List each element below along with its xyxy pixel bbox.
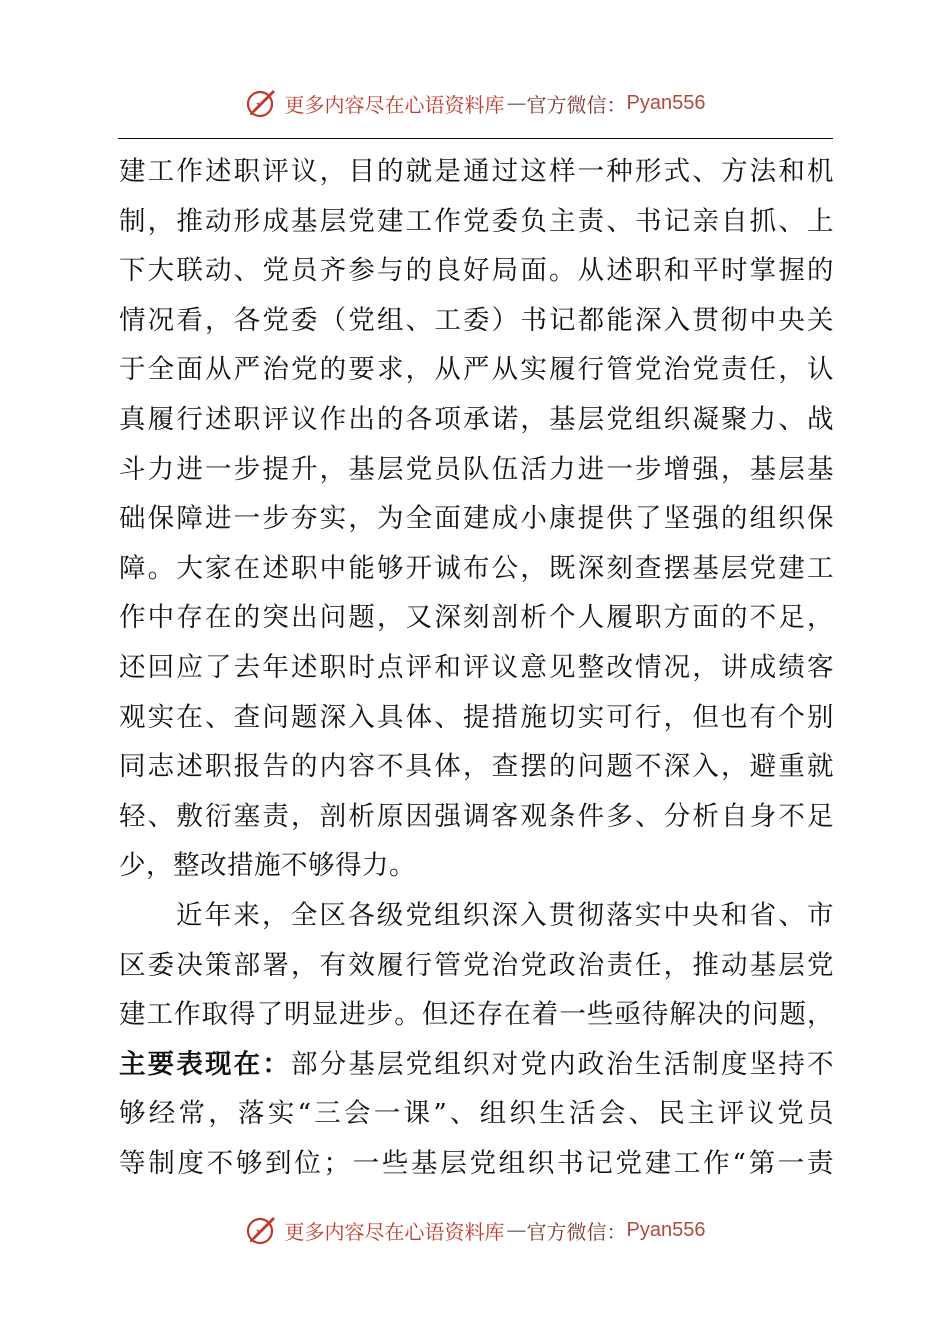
footer-banner (0, 1210, 950, 1250)
text-line: 少，整改措施不够得力。 (119, 850, 416, 882)
text-line: 同志述职报告的内容不具体，查摆的问题不深入，避重就 (119, 751, 834, 783)
text-line: 斗力进一步提升，基层党员队伍活力进一步增强，基层基 (119, 453, 834, 485)
footer-separator: — (506, 1218, 527, 1242)
text-line: 观实在、查问题深入具体、提措施切实可行，但也有个别 (119, 701, 834, 733)
text-line: 等制度不够到位；一些基层党组织书记党建工作“第一责 (119, 1147, 834, 1179)
quill-logo-icon (245, 1213, 279, 1247)
footer-contact-label: 官方微信： (526, 1219, 627, 1244)
text-line: 障。大家在述职中能够开诚布公，既深刻查摆基层党建工 (119, 552, 834, 584)
text-line: 情况看，各党委（党组、工委）书记都能深入贯彻中央关 (119, 304, 834, 336)
bold-lead-phrase: 主要表现在： (119, 1048, 291, 1080)
text-line (119, 1040, 834, 1090)
text-line: 还回应了去年述职时点评和评议意见整改情况，讲成绩客 (119, 651, 834, 683)
text-line: 轻、敷衍塞责，剖析原因强调客观条件多、分析自身不足 (119, 800, 834, 832)
paragraph-1 (119, 147, 834, 891)
text-line: 于全面从严治党的要求，从严从实履行管党治党责任，认 (119, 354, 834, 386)
text-line: 制，推动形成基层党建工作党委负主责、书记亲自抓、上 (119, 205, 834, 237)
text-line: 近年来，全区各级党组织深入贯彻落实中央和省、市 (176, 899, 834, 931)
document-body (119, 147, 834, 1188)
text-line: 作中存在的突出问题，又深刻剖析个人履职方面的不足， (119, 602, 834, 634)
text-line: 建工作述职评议，目的就是通过这样一种形式、方法和机 (119, 156, 834, 187)
text-line: 真履行述职评议作出的各项承诺，基层党组织凝聚力、战 (119, 403, 834, 435)
header-banner (0, 83, 950, 123)
header-contact-id: Pyan556 (626, 91, 706, 114)
text-line: 建工作取得了明显进步。但还存在着一些亟待解决的问题， (119, 999, 834, 1031)
text-line: 够经常，落实“三会一课”、组织生活会、民主评议党员 (119, 1098, 834, 1130)
text-line: 下大联动、党员齐参与的良好局面。从述职和平时掌握的 (119, 255, 834, 287)
header-site-text: 更多内容尽在心语资料库 (284, 92, 505, 117)
quill-logo-icon (245, 86, 279, 120)
footer-contact-id: Pyan556 (626, 1218, 706, 1241)
header-divider (118, 138, 833, 139)
text-line: 础保障进一步夯实，为全面建成小康提供了坚强的组织保 (119, 503, 834, 535)
text-line-rest: 部分基层党组织对党内政治生活制度坚持不 (291, 1048, 834, 1080)
paragraph-2 (119, 891, 834, 1189)
text-line: 区委决策部署，有效履行管党治党政治责任，推动基层党 (119, 949, 834, 981)
footer-site-text: 更多内容尽在心语资料库 (284, 1219, 505, 1244)
header-contact-label: 官方微信： (526, 92, 627, 117)
header-separator: — (506, 91, 527, 115)
